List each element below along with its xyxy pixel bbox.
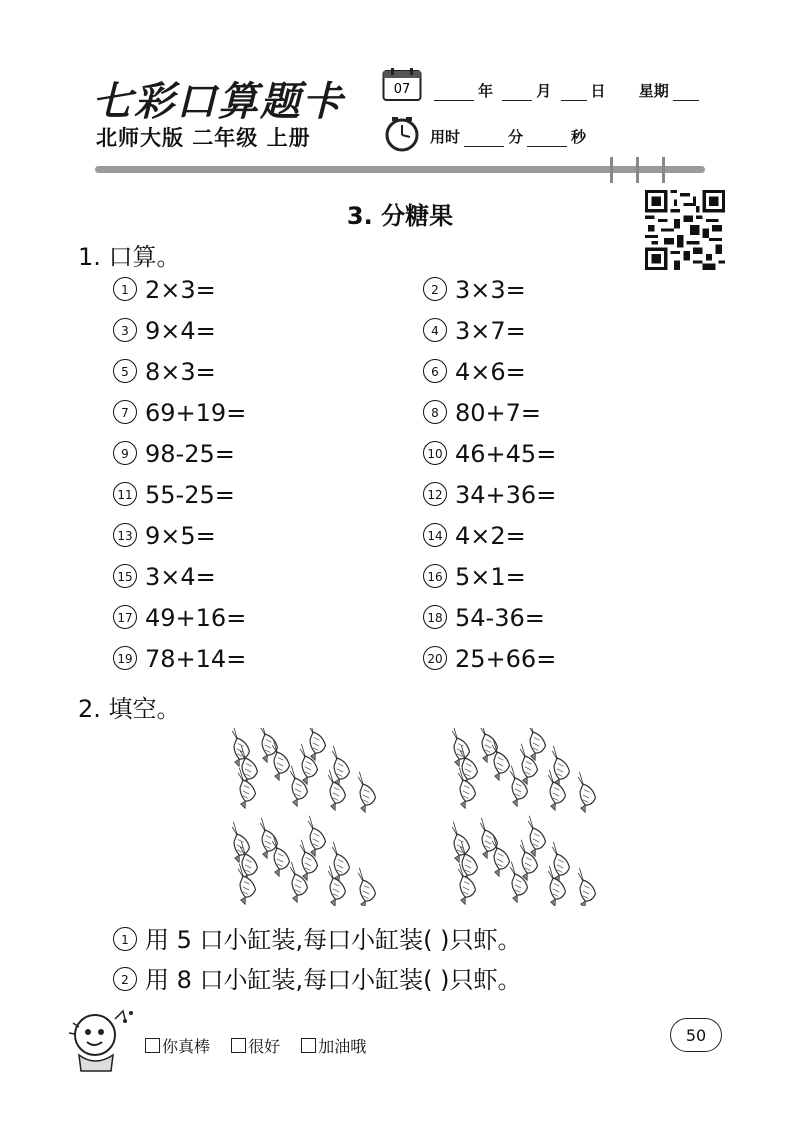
- math-problem[interactable]: [423, 481, 556, 509]
- problem-expression: 3×3=: [455, 276, 526, 304]
- problem-expression: 3×4=: [145, 563, 216, 591]
- problem-expression: 5×1=: [455, 563, 526, 591]
- shrimp-icon: [292, 816, 333, 857]
- problem-expression: 55-25=: [145, 481, 235, 509]
- binder-ring-icon: [610, 157, 613, 183]
- problem-number: 2: [423, 277, 447, 301]
- problem-number: 19: [113, 646, 137, 670]
- self-rating: [145, 1034, 366, 1057]
- section-fill-blank-title: 2. 填空。: [78, 695, 181, 723]
- page-number: 50: [670, 1018, 722, 1052]
- problem-expression: 3×7=: [455, 317, 526, 345]
- math-problem[interactable]: [423, 440, 556, 468]
- math-problem[interactable]: [113, 276, 216, 304]
- problem-number: 1: [113, 277, 137, 301]
- binder-ring-icon: [662, 157, 665, 183]
- problem-expression: 46+45=: [455, 440, 557, 468]
- math-problem[interactable]: [113, 399, 246, 427]
- time-used-label: 用时: [430, 128, 461, 146]
- math-problem[interactable]: [423, 317, 526, 345]
- problem-expression: 78+14=: [145, 645, 247, 673]
- seconds-blank[interactable]: [527, 132, 567, 147]
- math-problem[interactable]: [113, 522, 216, 550]
- problem-number: 3: [113, 318, 137, 342]
- day-label: 日: [590, 82, 606, 100]
- weekday-blank[interactable]: [673, 86, 699, 101]
- fill-blank-question-1[interactable]: [113, 920, 522, 955]
- year-label: 年: [478, 82, 494, 100]
- shrimp-icon: [512, 816, 553, 857]
- fill-blank-question-2[interactable]: [113, 960, 522, 995]
- problem-expression: 9×4=: [145, 317, 216, 345]
- problem-expression: 34+36=: [455, 481, 557, 509]
- time-fields: [430, 126, 586, 147]
- shrimp-illustration: [225, 728, 615, 906]
- math-problem[interactable]: [113, 317, 216, 345]
- rating-option-good[interactable]: [231, 1037, 280, 1056]
- shrimp-icon: [536, 746, 577, 787]
- question-text: 用 5 口小缸装,每口小缸装( )只虾。: [145, 926, 522, 954]
- problem-expression: 2×3=: [145, 276, 216, 304]
- problem-expression: 4×6=: [455, 358, 526, 386]
- problem-number: 20: [423, 646, 447, 670]
- problem-number: 18: [423, 605, 447, 629]
- math-problem[interactable]: [423, 399, 541, 427]
- shrimp-icon: [562, 868, 603, 906]
- month-label: 月: [536, 82, 552, 100]
- problem-expression: 25+66=: [455, 645, 557, 673]
- problem-expression: 49+16=: [145, 604, 247, 632]
- brand-title: 七彩口算题卡: [92, 78, 344, 125]
- book-edition: 北师大版 二年级 上册: [96, 126, 311, 150]
- shrimp-icon: [512, 728, 553, 761]
- problem-number: 6: [423, 359, 447, 383]
- shrimp-icon: [225, 822, 257, 863]
- math-problem[interactable]: [113, 645, 246, 673]
- checkbox-icon[interactable]: [145, 1038, 160, 1053]
- problem-number: 5: [113, 359, 137, 383]
- problem-expression: 9×5=: [145, 522, 216, 550]
- problem-number: 16: [423, 564, 447, 588]
- math-problem[interactable]: [113, 358, 216, 386]
- lesson-title: 3. 分糖果: [346, 202, 454, 230]
- problem-number: 4: [423, 318, 447, 342]
- problem-number: 17: [113, 605, 137, 629]
- shrimp-icon: [225, 728, 257, 767]
- problem-expression: 8×3=: [145, 358, 216, 386]
- rating-label: 加油哦: [318, 1037, 367, 1056]
- seconds-label: 秒: [571, 128, 587, 146]
- question-number: 2: [113, 967, 137, 991]
- day-blank[interactable]: [561, 86, 587, 101]
- math-problem[interactable]: [423, 563, 526, 591]
- problem-expression: 54-36=: [455, 604, 545, 632]
- problem-number: 7: [113, 400, 137, 424]
- shrimp-icon: [342, 868, 383, 906]
- problem-expression: 80+7=: [455, 399, 542, 427]
- math-problem[interactable]: [423, 604, 545, 632]
- problem-number: 10: [423, 441, 447, 465]
- math-problem[interactable]: [113, 481, 235, 509]
- problem-number: 12: [423, 482, 447, 506]
- calendar-day: 07: [393, 82, 411, 97]
- year-blank[interactable]: [434, 86, 474, 101]
- checkbox-icon[interactable]: [301, 1038, 316, 1053]
- minutes-label: 分: [508, 128, 524, 146]
- problem-number: 15: [113, 564, 137, 588]
- mascot-icon: [65, 1005, 135, 1073]
- math-problem[interactable]: [113, 563, 216, 591]
- checkbox-icon[interactable]: [231, 1038, 246, 1053]
- shrimp-icon: [292, 728, 333, 761]
- problem-number: 9: [113, 441, 137, 465]
- problem-number: 14: [423, 523, 447, 547]
- problem-expression: 98-25=: [145, 440, 235, 468]
- rating-label: 你真棒: [162, 1037, 211, 1056]
- math-problem[interactable]: [423, 358, 526, 386]
- question-text: 用 8 口小缸装,每口小缸装( )只虾。: [145, 966, 522, 994]
- rating-option-great[interactable]: [145, 1037, 210, 1056]
- problem-expression: 69+19=: [145, 399, 247, 427]
- math-problem[interactable]: [423, 522, 526, 550]
- clock-icon: [384, 116, 420, 152]
- math-problem[interactable]: [423, 645, 556, 673]
- shrimp-icon: [342, 772, 383, 813]
- header-divider: [95, 166, 705, 173]
- minutes-blank[interactable]: [464, 132, 504, 147]
- problem-number: 11: [113, 482, 137, 506]
- binder-ring-icon: [636, 157, 639, 183]
- math-problem[interactable]: [423, 276, 526, 304]
- math-problem[interactable]: [113, 604, 246, 632]
- shrimp-icon: [316, 746, 357, 787]
- rating-label: 很好: [248, 1037, 281, 1056]
- question-number: 1: [113, 927, 137, 951]
- weekday-label: 星期: [638, 82, 669, 100]
- rating-option-keep-trying[interactable]: [301, 1037, 366, 1056]
- month-blank[interactable]: [502, 86, 532, 101]
- section-mental-math-title: 1. 口算。: [78, 243, 181, 271]
- problem-number: 13: [113, 523, 137, 547]
- calendar-icon: [382, 68, 422, 102]
- shrimp-icon: [562, 772, 603, 813]
- date-fields: [430, 80, 703, 101]
- shrimp-icon: [536, 842, 577, 883]
- problem-expression: 4×2=: [455, 522, 526, 550]
- problem-number: 8: [423, 400, 447, 424]
- shrimp-icon: [316, 842, 357, 883]
- math-problem[interactable]: [113, 440, 235, 468]
